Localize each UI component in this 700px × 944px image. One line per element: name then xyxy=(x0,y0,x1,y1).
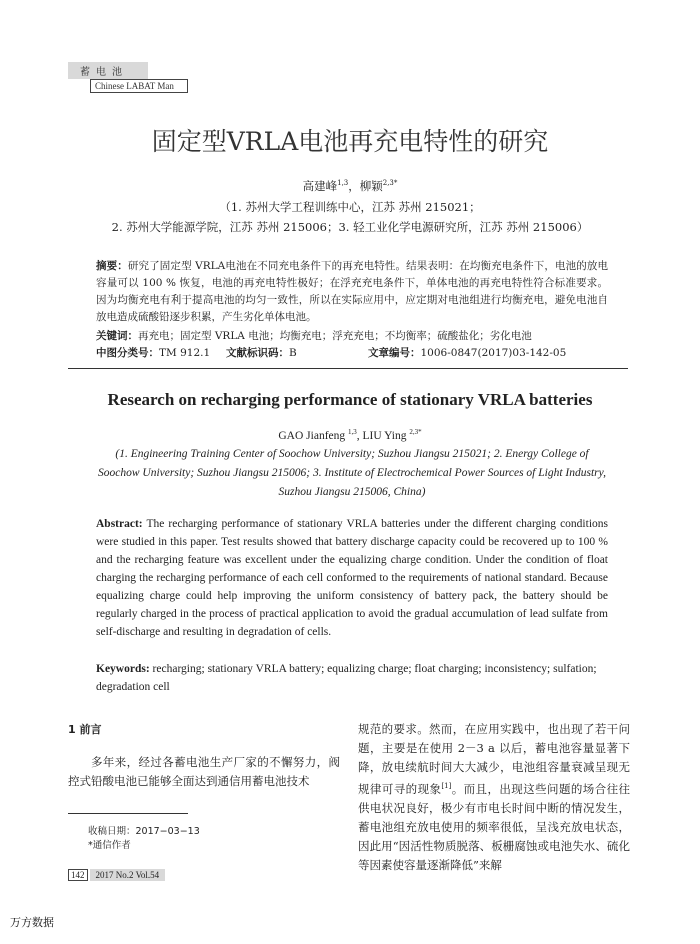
clc-label: 中图分类号： xyxy=(96,347,159,359)
affiliation-line: （1. 苏州大学工程训练中心，江苏 苏州 215021； xyxy=(219,200,481,214)
footnote-divider xyxy=(68,813,188,814)
author-name: GAO Jianfeng xyxy=(278,429,346,442)
author-sup: 1,3 xyxy=(348,428,357,436)
section-tag: 蓄电池 xyxy=(68,62,148,79)
received-date: 收稿日期：2017−03−13 xyxy=(88,826,200,837)
keywords-label: 关键词： xyxy=(96,330,138,342)
page-title-en: Research on recharging performance of stationary VRLA batteries xyxy=(107,390,593,409)
article-label: 文章编号： xyxy=(368,347,421,359)
author-sup: 1,3 xyxy=(337,179,349,188)
abstract-label: 摘要： xyxy=(96,260,128,272)
author-name: 柳颖 xyxy=(359,179,383,193)
body-paragraph: 规范的要求。然而，在应用实践中，也出现了若干问题，主要是在使用 2－3 a 以后，蓄电池容量显著下降，放电续航时间大大减少，电池组容量衰减呈现无规律可寻的现象 xyxy=(358,722,630,796)
keywords-text: 再充电；固定型 VRLA 电池；均衡充电；浮充充电；不均衡率；硫酸盐化；劣化电池 xyxy=(138,330,532,342)
citation-ref[interactable]: [1] xyxy=(441,782,452,790)
journal-name: Chinese LABAT Man xyxy=(90,79,188,93)
divider xyxy=(68,368,628,369)
keywords-en xyxy=(96,660,608,696)
clc-value: TM 912.1 xyxy=(159,347,211,359)
watermark: 万方数据 xyxy=(10,916,54,929)
keywords-cn xyxy=(96,328,608,345)
column-right xyxy=(358,720,630,875)
classification-row xyxy=(96,345,608,360)
doc-value: B xyxy=(289,347,297,359)
abstract-en-label: Abstract: xyxy=(96,518,143,530)
doc-label: 文献标识码： xyxy=(226,347,289,359)
affiliations-en: (1. Engineering Training Center of Soochow University; Suzhou Jiangsu 215021; 2. Energy College of Soochow University; Suzhou Jiangsu 215006; 3. Institute of Electrochemical Power Sources of Light Industry, Suzhou Jiangsu 215006, China) xyxy=(98,448,606,498)
authors-en xyxy=(0,428,700,442)
author-name: 高建峰 xyxy=(302,179,338,193)
article-value: 1006-0847(2017)03-142-05 xyxy=(420,347,567,359)
author-sup: 2,3* xyxy=(409,428,422,436)
authors-cn xyxy=(0,178,700,194)
page-footer xyxy=(68,870,165,880)
affiliation-line: 2. 苏州大学能源学院，江苏 苏州 215006；3. 轻工业化学电源研究所，江苏 苏州 215006） xyxy=(111,220,589,234)
abstract-en xyxy=(96,515,608,641)
author-sup: 2,3* xyxy=(382,179,398,188)
corresponding-author: *通信作者 xyxy=(88,840,131,851)
author-sep: , xyxy=(356,429,363,442)
body-paragraph: 多年来，经过各蓄电池生产厂家的不懈努力，阀控式铅酸电池已能够全面达到通信用蓄电池技术 xyxy=(68,755,340,788)
page-number: 142 xyxy=(68,869,88,881)
author-sep: ， xyxy=(348,179,360,193)
journal-tag xyxy=(68,62,188,90)
author-name: LIU Ying xyxy=(362,429,407,442)
abstract-cn xyxy=(96,258,608,326)
footnote xyxy=(88,825,200,853)
column-left xyxy=(68,720,340,791)
section-heading: 1 前言 xyxy=(68,723,102,736)
meta-cn xyxy=(96,330,608,360)
issue-info: 2017 No.2 Vol.54 xyxy=(90,869,166,881)
keywords-en-label: Keywords: xyxy=(96,663,150,675)
abstract-text: 研究了固定型 VRLA电池在不同充电条件下的再充电特性。结果表明：在均衡充电条件下，电池的放电容量可以 100 % 恢复，电池的再充电特性极好；在浮充充电条件下，单体电池的再充电特性符合标准要求。因为均衡充电有利于提高电池的均匀一致性，所以在实际应用中，应定期对电池组进行均衡充电，避免电池自放电造成硫酸铅逐步积累，产生劣化单体电池。 xyxy=(96,260,608,323)
page-title-cn: 固定型VRLA电池再充电特性的研究 xyxy=(151,127,549,156)
keywords-en-text: recharging; stationary VRLA battery; equalizing charge; float charging; inconsistency; sulfation; degradation cell xyxy=(96,663,597,693)
abstract-en-text: The recharging performance of stationary VRLA batteries under the different charging conditions were studied in this paper. Test results showed that battery discharge capacity could be recovered up to 100 % and the recharging feature was excellent under the equalizing charge condition. Under the condition of float charging the recharging performance of each cell conformed to the requirements of national standard. Because equalizing charge could help improving the uniform consistency of battery pack, the battery should be regularly charged in the process of practical application to avoid the gradual accumulation of lead sulfate from self-discharge and resulting in degradation of cells. xyxy=(96,518,608,638)
body-paragraph: 。而且，出现这些问题的场合往往供电状况良好，极少有市电长时间中断的情况发生，蓄电池组充放电使用的频率很低，呈浅充放电状态，因此用“因活性物质脱落、板栅腐蚀或电池失水、硫化等因素使容量逐渐降低”来解 xyxy=(358,781,631,872)
affiliations-cn xyxy=(60,197,640,237)
